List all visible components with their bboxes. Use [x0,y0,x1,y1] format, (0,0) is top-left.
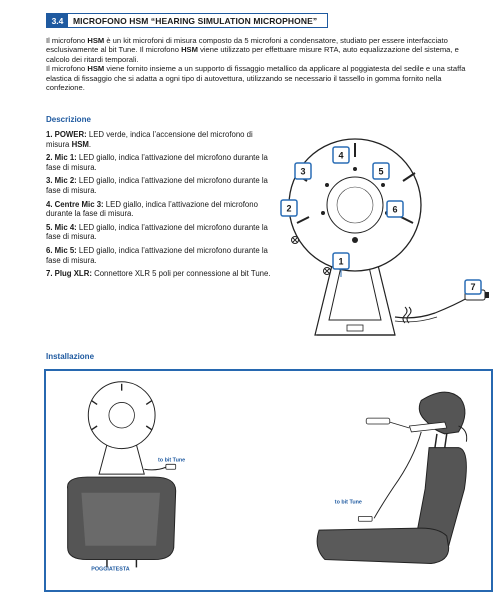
svg-text:5: 5 [378,166,384,177]
section-heading [46,13,328,28]
seat-mic-icon [366,418,390,424]
headrest-face [81,493,160,546]
seat-headrest-post [445,434,447,448]
intro-paragraph-1: Il microfono HSM è un kit microfoni di misura composto da 5 microfoni a condensatore, studiato per essere interfacciato esclusivamente al bit Tune. Il microfono HSM viene utilizzato per effettuare misure RTA, auto equalizzazione del sistema, e calcolo dei ritardi temporali. [46,36,459,64]
led-mic3 [353,167,357,171]
callout-7 [465,280,481,294]
descrizione-title: Descrizione [46,115,91,124]
description-item-mic4: 5. Mic 4: LED giallo, indica l’attivazione del microfono durante la fase di misura. [46,222,268,242]
seat-cable [374,432,421,518]
mini-xlr-icon [166,464,176,469]
section-number: 3.4 [47,14,68,27]
intro-paragraph-2: Il microfono HSM viene fornito insieme a un supporto di fissaggio metallico da applicare al poggiatesta del sedile e una staffa elastica di fissaggio che si adatta a ogni tipo di autovettura, utilizzando se necessario il tassello in gomma fornito nella confezione. [46,64,466,93]
seat-xlr-icon [358,516,372,521]
installation-figure [44,369,493,592]
hsm-diagram-svg [255,125,490,345]
svg-text:3: 3 [300,166,306,177]
mini-cable [144,467,166,470]
callout-5 [373,163,389,179]
xlr-cable [395,297,469,318]
installation-svg [46,371,491,590]
stand-foot [347,325,363,331]
label-poggiatesta: POGGIATESTA [91,566,130,573]
label-bit-tune-right: to bit Tune [334,499,362,506]
callout-6 [387,201,403,217]
xlr-plug-tip [485,292,489,298]
label-bit-tune-left: to bit Tune [158,457,186,464]
svg-text:7: 7 [470,282,476,292]
hsm-microphone-diagram [255,125,490,345]
seat-mic-arm [390,422,410,428]
description-item-centre-mic3: 4. Centre Mic 3: LED giallo, indica l’attivazione del microfono durante la fase di misura. [46,199,258,219]
description-item-power: 1. POWER: LED verde, indica l’accensione del microfono di misura HSM. [46,130,253,149]
seat-headrest-post [435,434,437,448]
cable-break-icon [403,307,411,323]
led-mic1 [321,211,325,215]
description-item-xlr: 7. Plug XLR: Connettore XLR 5 poli per connessione al bit Tune. [46,269,271,279]
svg-text:6: 6 [392,204,398,215]
description-item-mic2: 3. Mic 2: LED giallo, indica l’attivazione del microfono durante la fase di misura. [46,176,268,195]
seat-cushion [317,528,449,563]
svg-text:1: 1 [338,256,344,267]
section-title: MICROFONO HSM “HEARING SIMULATION MICROPHONE” [73,15,318,26]
description-item-mic5: 6. Mic 5: LED giallo, indica l’attivazione del microfono durante la fase di misura. [46,245,268,265]
callout-3 [295,163,311,179]
led-mic2 [325,183,329,187]
intro-text [46,36,482,92]
svg-text:4: 4 [338,150,344,161]
led-power [352,237,358,243]
led-mic4 [381,183,385,187]
description-item-mic1: 2. Mic 1: LED giallo, indica l’attivazione del microfono durante la fase di misura. [46,153,268,172]
callout-4 [333,147,349,163]
mini-mic-hub [109,402,135,428]
svg-text:2: 2 [286,203,292,214]
mic-hub [327,177,383,233]
installazione-title: Installazione [46,352,95,361]
callout-2 [281,200,297,216]
description-list [46,130,276,283]
